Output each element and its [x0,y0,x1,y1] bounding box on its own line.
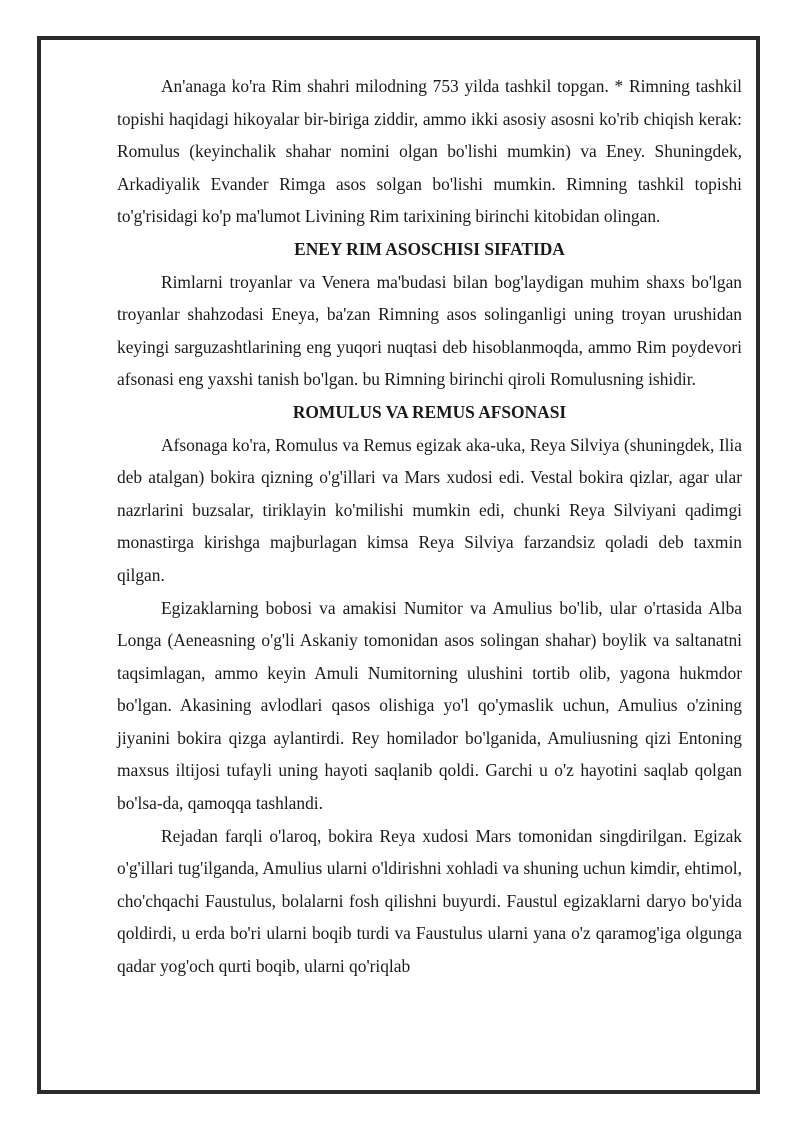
paragraph-mars: Rejadan farqli o'laroq, bokira Reya xudosi Mars tomonidan singdirilgan. Egizak o'g'illari tug'ilganda, Amulius ularni o'ldirishni xohladi va shuning uchun kimdir, ehtimol, cho'chqachi Faustulus, bolalarni fosh qilishni buyurdi. Faustul egizaklarni daryo bo'yida qoldirdi, u erda bo'ri ularni boqib turdi va Faustulus ularni yana o'z qaramog'iga olgunga qadar yog'och qurti boqib, ularni qo'riqlab [117,825,742,977]
section-heading-eney: ENEY RIM ASOSCHISI SIFATIDA [294,238,565,259]
paragraph-intro: An'anaga ko'ra Rim shahri milodning 753 yilda tashkil topgan. * Rimning tashkil topishi haqidagi hikoyalar bir-biriga ziddir, ammo ikki asosiy asosni ko'rib chiqish kerak: Romulus (keyinchalik shahar nomini olgan bo'lishi mumkin) va Eney. Shuningdek, Arkadiyalik Evander Rimga asos solgan bo'lishi mumkin. Rimning tashkil topishi to'g'risidagi ko'p ma'lumot Livining Rim tarixining birinchi kitobidan olingan. [117,76,742,227]
document-body [117,70,742,983]
paragraph-numitor-amulius: Egizaklarning bobosi va amakisi Numitor va Amulius bo'lib, ular o'rtasida Alba Longa (Aeneasning o'g'li Askaniy tomonidan asos solingan shahar) boylik va saltanatni taqsimlagan, ammo keyin Amuli Numitorning ulushini tortib olib, yagona hukmdor bo'lgan. Akasining avlodlari qasos olishiga yo'l qo'ymaslik uchun, Amulius o'zining jiyanini bokira qizga aylantirdi. Rey homilador bo'lganida, Amuliusning qizi Entoning maxsus iltijosi tufayli uning hayoti saqlanib qoldi. Garchi u o'z hayotini saqlab qolgan bo'lsa-da, qamoqqa tashlandi. [117,597,742,814]
paragraph-legend: Afsonaga ko'ra, Romulus va Remus egizak aka-uka, Reya Silviya (shuningdek, Ilia deb atalgan) bokira qizning o'g'illari va Mars xudosi edi. Vestal bokira qizlar, agar ular nazrlarini buzsalar, tiriklayin ko'milishi mumkin edi, chunki Reya Silviyani qadimgi monastirga kirishga majburlagan kimsa Reya Silviya farzandsiz qoladi deb taxmin qilgan. [117,434,742,585]
paragraph-eney: Rimlarni troyanlar va Venera ma'budasi bilan bog'laydigan muhim shaxs bo'lgan troyanlar shahzodasi Eneya, ba'zan Rimning asos solinganligi uning troyan urushidan keyingi sarguzashtlarining eng yuqori nuqtasi deb hisoblanmoqda, ammo Rim poydevori afsonasi eng yaxshi tanish bo'lgan. bu Rimning birinchi qiroli Romulusning ishidir. [117,271,742,390]
section-heading-romulus-remus: ROMULUS VA REMUS AFSONASI [292,401,567,422]
